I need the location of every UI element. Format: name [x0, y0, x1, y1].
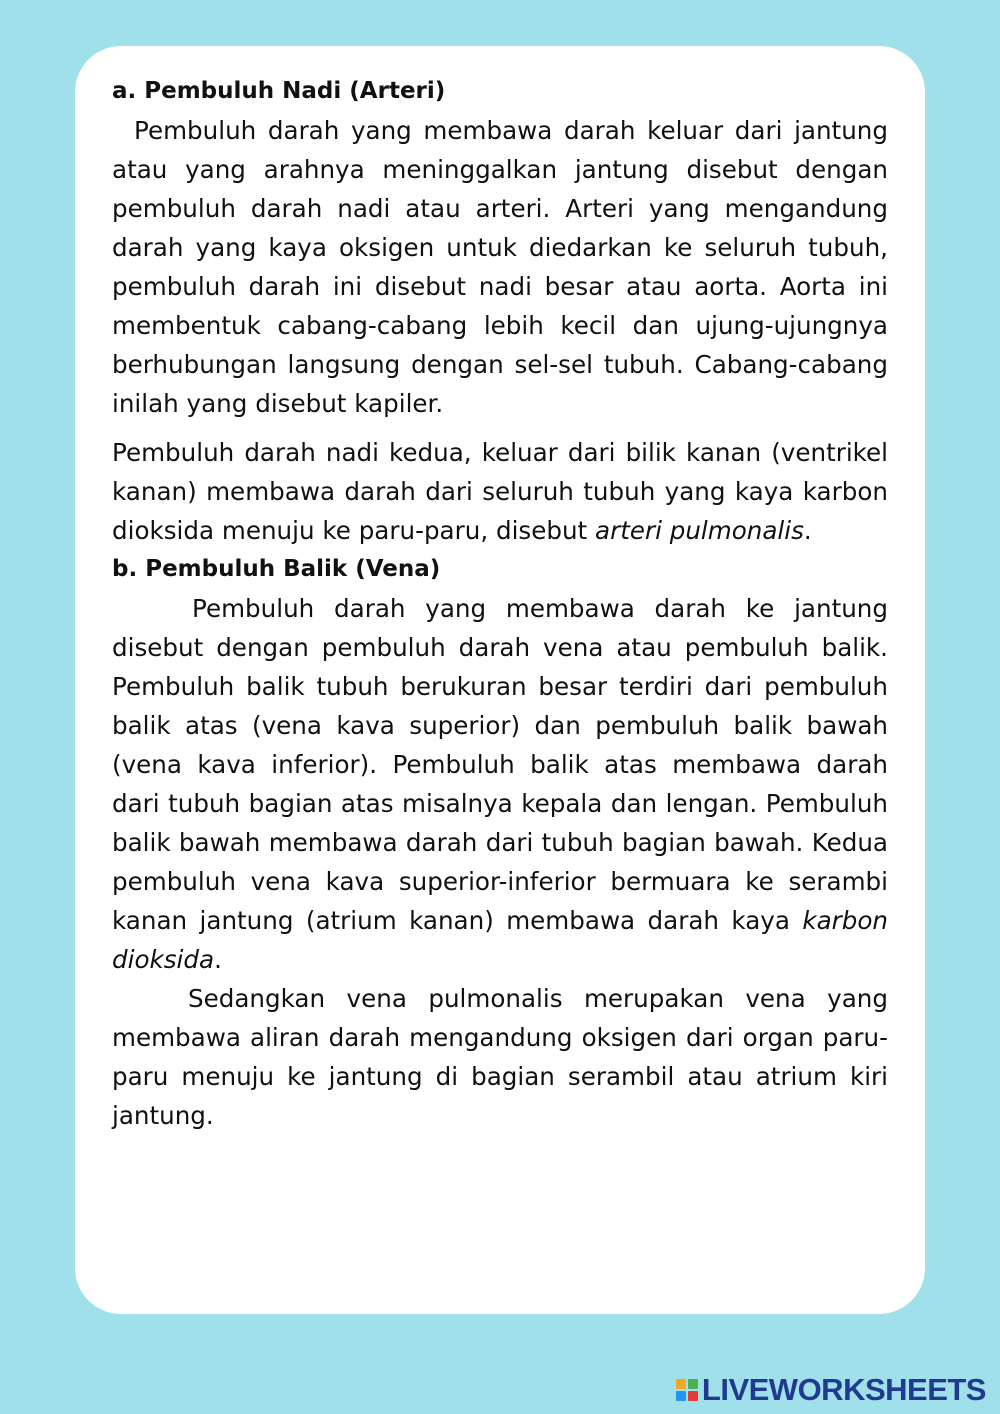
brand-text: LIVEWORKSHEETS — [701, 1372, 986, 1407]
section-a-paragraph-2 — [112, 433, 888, 550]
liveworksheets-brand[interactable] — [676, 1373, 986, 1407]
section-b-heading: b. Pembuluh Balik (Vena) — [112, 556, 441, 582]
section-a-paragraph-2-text: Pembuluh darah nadi kedua, keluar dari bilik kanan (ventrikel kanan) membawa darah dari seluruh tubuh yang kaya karbon dioksida menuju ke paru-paru, disebut — [112, 438, 888, 545]
logo-square-2 — [688, 1379, 698, 1389]
section-b-paragraph-2: Sedangkan vena pulmonalis merupakan vena yang membawa aliran darah mengandung oksigen dari organ paru-paru menuju ke jantung di bagian serambil atau atrium kiri jantung. — [112, 984, 888, 1130]
section-a-paragraph-1: Pembuluh darah yang membawa darah keluar dari jantung atau yang arahnya meninggalkan jantung disebut dengan pembuluh darah nadi atau arteri. Arteri yang mengandung darah yang kaya oksigen untuk diedarkan ke seluruh tubuh, pembuluh darah ini disebut nadi besar atau aorta. Aorta ini membentuk cabang-cabang lebih kecil dan ujung-ujungnya berhubungan langsung dengan sel-sel tubuh. Cabang-cabang inilah yang disebut kapiler. — [112, 116, 888, 418]
term-karbon-dioksida: karbon dioksida — [112, 906, 888, 974]
section-b-paragraph-1 — [112, 589, 888, 979]
logo-square-4 — [688, 1391, 698, 1401]
section-b-paragraph-1-end: . — [214, 945, 222, 974]
term-arteri-pulmonalis: arteri pulmonalis — [595, 516, 804, 545]
section-b-paragraph-1-text: Pembuluh darah yang membawa darah ke jantung disebut dengan pembuluh darah vena atau pembuluh balik. Pembuluh balik tubuh berukuran besar terdiri dari pembuluh balik atas (vena kava superior) dan pembuluh balik bawah (vena kava inferior). Pembuluh balik atas membawa darah dari tubuh bagian atas misalnya kepala dan lengan. Pembuluh balik bawah membawa darah dari tubuh bagian bawah. Kedua pembuluh vena kava superior-inferior bermuara ke serambi kanan jantung (atrium kanan) membawa darah kaya — [112, 594, 888, 935]
logo-square-3 — [676, 1391, 686, 1401]
worksheet-content — [112, 72, 888, 1135]
section-a-heading: a. Pembuluh Nadi (Arteri) — [112, 78, 446, 104]
liveworksheets-logo-icon — [676, 1379, 698, 1401]
section-a-paragraph-2-end: . — [803, 516, 812, 545]
logo-square-1 — [676, 1379, 686, 1389]
